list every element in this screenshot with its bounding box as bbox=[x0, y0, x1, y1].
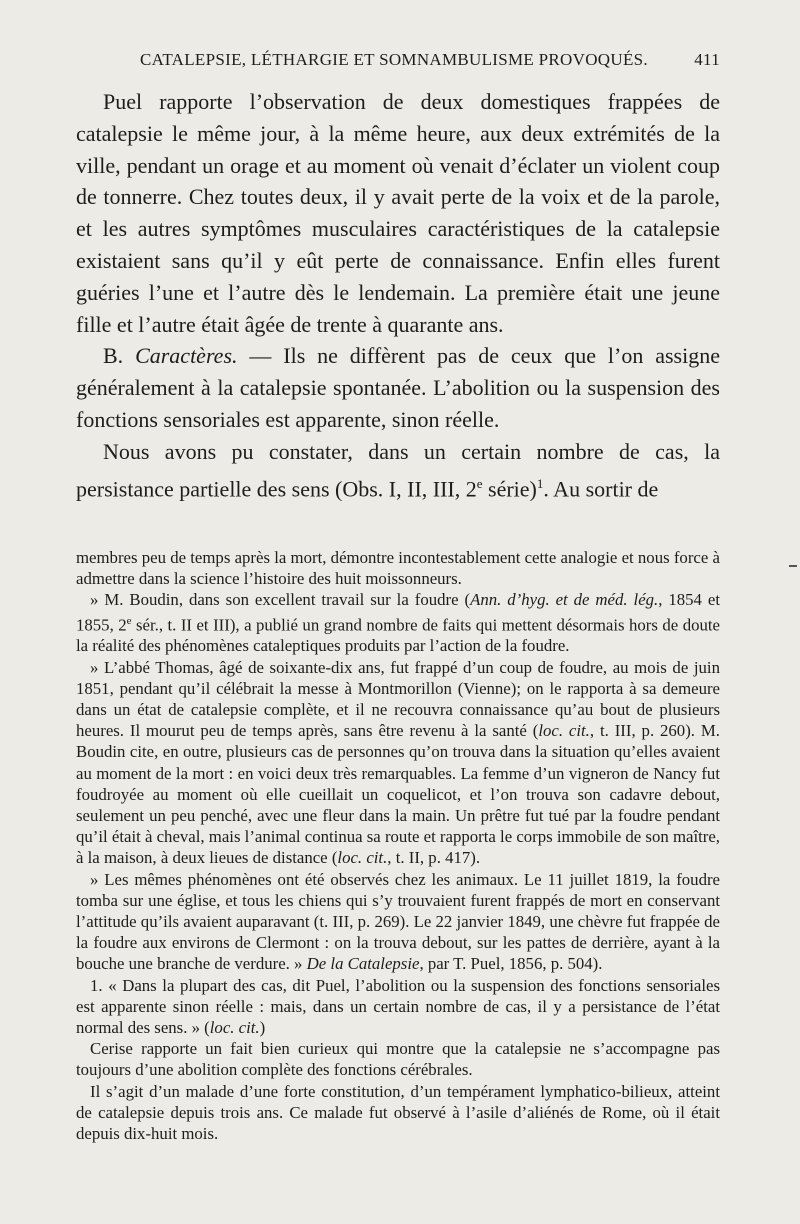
superscript: e bbox=[126, 614, 132, 627]
footnote-text: ) bbox=[259, 1018, 266, 1038]
footnote-text: , t. II, p. 417). bbox=[387, 848, 481, 868]
citation-title: De la Catalepsie bbox=[306, 954, 420, 974]
footnotes bbox=[76, 547, 720, 1144]
citation-title: Ann. d’hyg. et de méd. lég. bbox=[470, 590, 659, 610]
footnote-text: » L’abbé Thomas, âgé de soixante-dix ans, fut frappé d’un coup de foudre, au mois de juin 1851, pendant qu’il célébrait la messe à Montmorillon (Vienne); on le rapporta à sa demeure dans un état de catalepsie complète, et il ne recouvra connaissance qu’au bout de plusieurs heures. Il mourut peu de temps après, sans être revenu à la santé ( bbox=[76, 657, 720, 741]
citation: loc. cit. bbox=[209, 1018, 260, 1038]
footnote-cerise: Cerise rapporte un fait bien curieux qui montre que la catalepsie ne s’accompagne pas toujours d’une abolition complète des fonctions cérébrales. bbox=[76, 1039, 720, 1080]
paragraph-text: . Au sortir de bbox=[543, 475, 659, 501]
section-letter: B. bbox=[103, 343, 136, 369]
footnote-animaux bbox=[76, 869, 720, 975]
footnote-1 bbox=[76, 975, 720, 1039]
paragraph-text: — Ils ne diffèrent pas de ceux que l’on assigne généralement à la catalepsie spontanée. L’abolition ou la suspension des fonctions sensoriales est apparente, sinon réelle. bbox=[76, 343, 720, 432]
paragraph-text: Nous avons pu constater, dans un certain nombre de cas, la persistance partielle des sens (Obs. I, II, III, 2 bbox=[76, 438, 720, 501]
superscript: e bbox=[476, 475, 483, 491]
footnote-marker: 1 bbox=[536, 475, 544, 491]
footnote-text: sér., t. II et III), a publié un grand nombre de faits qui mettent désormais hors de doute la réalité des phénomènes cataleptiques produits par l’action de la foudre. bbox=[76, 615, 720, 656]
citation: loc. cit. bbox=[538, 721, 590, 741]
main-text bbox=[76, 86, 720, 505]
footnote-text: 1. « Dans la plupart des cas, dit Puel, l’abolition ou la suspension des fonctions sensoriales est apparente sinon réelle : mais, dans un certain nombre de cas, il y a persistance de l’état normal des sens. » ( bbox=[76, 975, 720, 1038]
paragraph-puel: Puel rapporte l’observation de deux domestiques frappées de catalepsie le même jour, à la même heure, aux deux extrémités de la ville, pendant un orage et au moment où venait d’éclater un violent coup de tonnerre. Chez toutes deux, il y avait perte de la voix et de la parole, et les autres symptômes musculaires caractéristiques de la catalepsie existaient sans qu’il y eût perte de connaissance. Enfin elles furent guéries l’une et l’autre dès le lendemain. La première était une jeune fille et l’autre était âgée de trente à quarante ans. bbox=[76, 89, 720, 337]
running-title: CATALEPSIE, LÉTHARGIE ET SOMNAMBULISME PROVOQUÉS. bbox=[140, 50, 648, 69]
section-heading: Caractères. bbox=[135, 343, 238, 369]
footnote-text: , par T. Puel, 1856, p. 504). bbox=[419, 954, 603, 974]
footnote-thomas bbox=[76, 657, 720, 869]
margin-mark bbox=[789, 565, 797, 567]
footnote-continuation: membres peu de temps après la mort, démontre incontestablement cette analogie et nous force à admettre dans la science l’histoire des huit moissonneurs. bbox=[76, 548, 720, 589]
citation: loc. cit. bbox=[337, 848, 388, 868]
paragraph-constater bbox=[76, 436, 720, 505]
paragraph-caracteres bbox=[76, 340, 720, 435]
footnote-boudin bbox=[76, 589, 720, 656]
page-number: 411 bbox=[694, 50, 720, 69]
paragraph-text: série) bbox=[482, 475, 537, 501]
footnote-text: , t. III, p. 260). M. Boudin cite, en outre, plusieurs cas de personnes qu’on trouva dans la situation qu’elles avaient au moment de la mort : en voici deux très remarquables. La femme d’un vigneron de Nancy fut foudroyée au moment où elle cueillait un coquelicot, et l’on trouva son cadavre debout, seulement un peu penché, avec une fleur dans la main. Un prêtre fut tué par la foudre pendant qu’il était à cheval, mais l’animal continua sa route et rapporta le corps immobile de son maître, à la maison, à deux lieues de distance ( bbox=[76, 721, 720, 868]
footnote-text: » M. Boudin, dans son excellent travail sur la foudre ( bbox=[90, 590, 471, 610]
footnote-malade: Il s’agit d’un malade d’une forte constitution, d’un tempérament lymphatico-bilieux, atteint de catalepsie depuis trois ans. Ce malade fut observé à l’asile d’aliénés de Rome, où il était depuis dix-huit mois. bbox=[76, 1081, 720, 1144]
footnote-text: , 1854 et 1855, 2 bbox=[76, 590, 720, 635]
footnote-text: » Les mêmes phénomènes ont été observés chez les animaux. Le 11 juillet 1819, la foudre tomba sur une église, et tous les chiens qui s’y trouvaient furent frappés de mort en conservant l’attitude qu’ils avaient auparavant (t. III, p. 269). Le 22 janvier 1849, une chèvre fut frappée de la foudre aux environs de Clermont : on la trouva debout, sur les pattes de derrière, ayant à la bouche une branche de verdure. » bbox=[76, 869, 720, 974]
